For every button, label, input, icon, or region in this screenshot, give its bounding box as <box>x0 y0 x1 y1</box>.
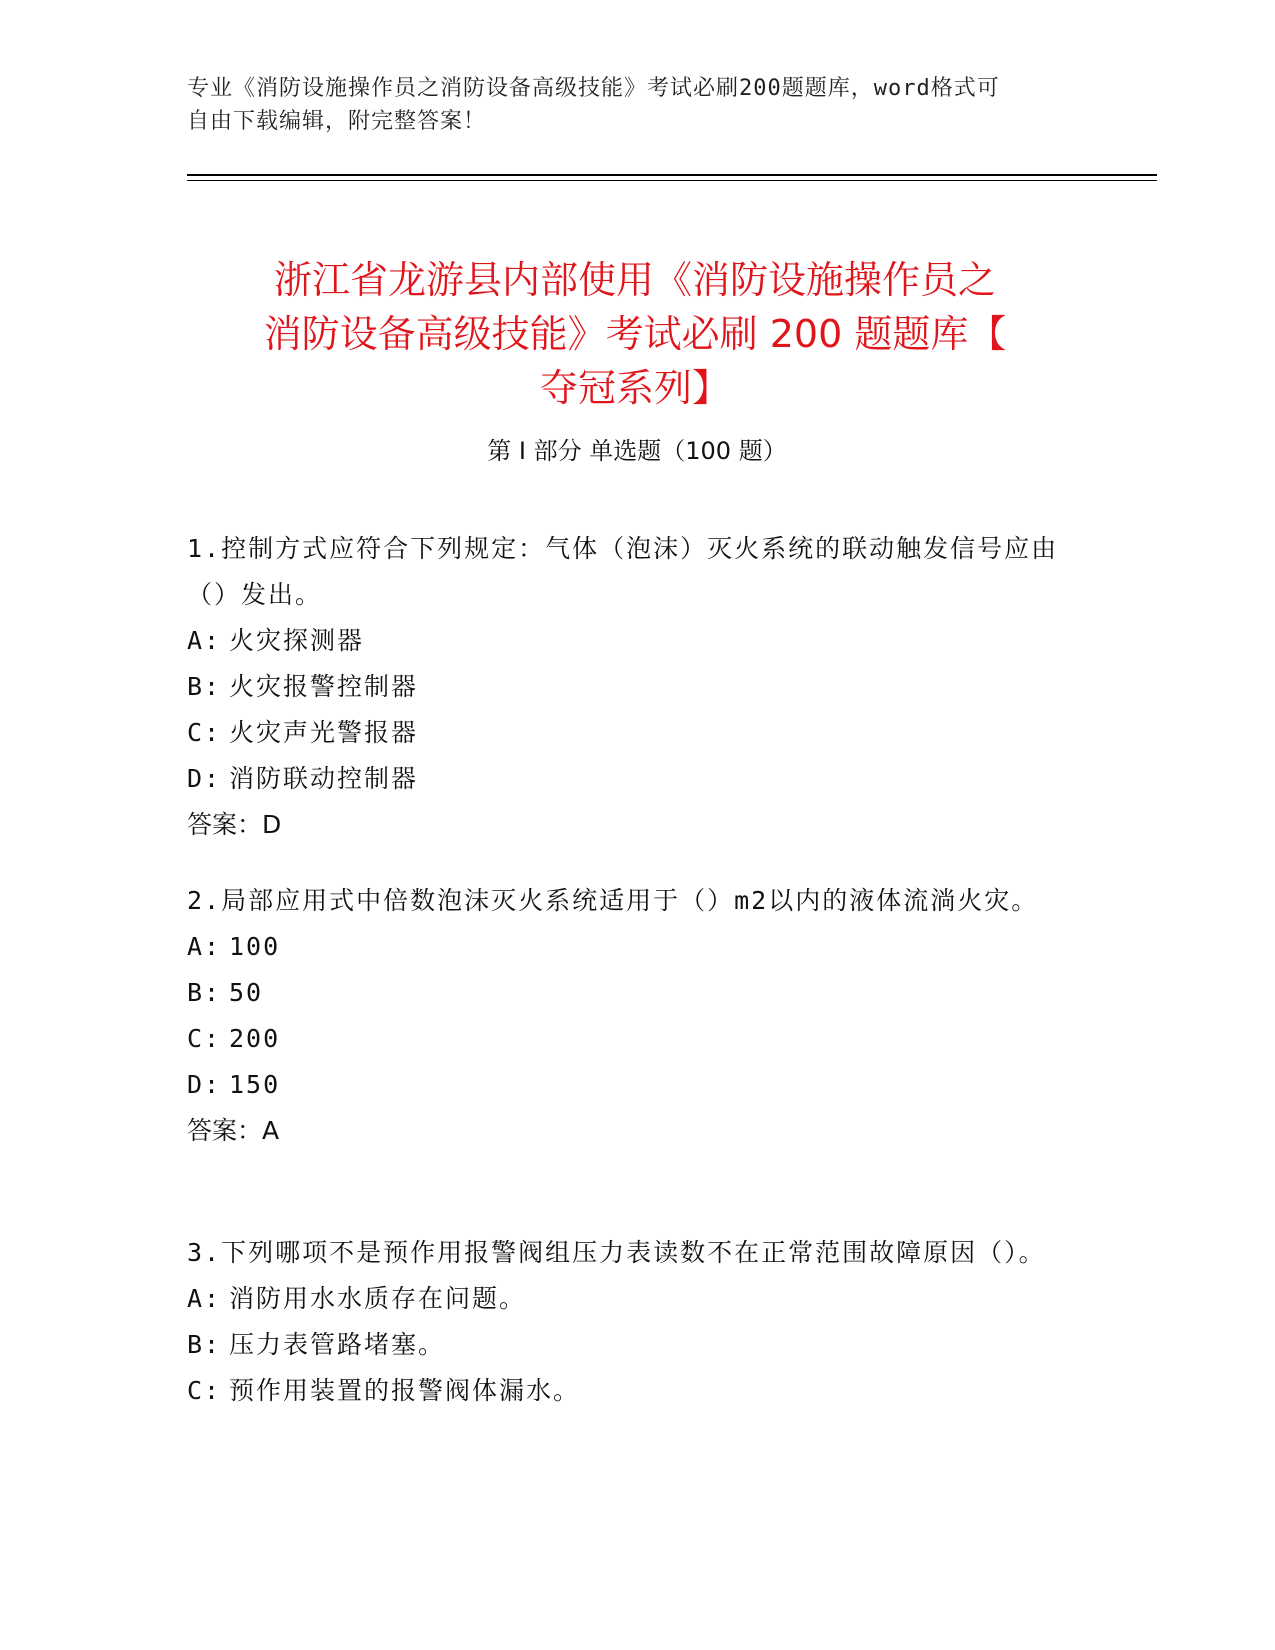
section-heading: 第 I 部分 单选题（100 题） <box>487 437 787 465</box>
option-c <box>187 710 1067 756</box>
document-title-line-2: 消防设备高级技能》考试必刷 200 题题库【 <box>263 312 1007 357</box>
option-text: 200 <box>229 1024 281 1053</box>
question-stem: 3.下列哪项不是预作用报警阀组压力表读数不在正常范围故障原因（）。 <box>187 1238 1046 1267</box>
option-letter: A: <box>187 1284 222 1313</box>
option-text: 100 <box>229 932 281 961</box>
question-stem: 1.控制方式应符合下列规定：气体（泡沫）灭火系统的联动触发信号应由（）发出。 <box>187 534 1059 609</box>
option-text: 消防用水水质存在问题。 <box>229 1284 527 1313</box>
option-a <box>187 618 1067 664</box>
option-letter: C: <box>187 1376 222 1405</box>
option-letter: A: <box>187 626 222 655</box>
option-text: 火灾报警控制器 <box>229 672 419 701</box>
option-text: 50 <box>229 978 264 1007</box>
option-text: 预作用装置的报警阀体漏水。 <box>229 1376 581 1405</box>
document-title-line-3: 夺冠系列】 <box>539 366 730 411</box>
question-3 <box>187 1230 1067 1414</box>
option-letter: D: <box>187 764 222 793</box>
document-title-line-1: 浙江省龙游县内部使用《消防设施操作员之 <box>273 258 996 303</box>
option-c <box>187 1368 1067 1414</box>
option-a <box>187 1276 1067 1322</box>
header-divider-thin <box>187 180 1157 181</box>
question-1 <box>187 526 1067 848</box>
answer-line: 答案：D <box>187 810 282 839</box>
option-text: 火灾声光警报器 <box>229 718 419 747</box>
option-letter: B: <box>187 1330 222 1359</box>
option-letter: C: <box>187 718 222 747</box>
option-d <box>187 1062 1067 1108</box>
option-letter: C: <box>187 1024 222 1053</box>
option-d <box>187 756 1067 802</box>
header-divider-thick <box>187 174 1157 176</box>
option-letter: D: <box>187 1070 222 1099</box>
option-text: 压力表管路堵塞。 <box>229 1330 446 1359</box>
question-stem: 2.局部应用式中倍数泡沫灭火系统适用于（）m2以内的液体流淌火灾。 <box>187 886 1039 915</box>
option-b <box>187 1322 1067 1368</box>
option-letter: B: <box>187 978 222 1007</box>
header-note-line-1: 专业《消防设施操作员之消防设备高级技能》考试必刷200题题库，word格式可 <box>187 76 1000 101</box>
answer-line: 答案：A <box>187 1116 280 1145</box>
header-note-line-2: 自由下载编辑，附完整答案！ <box>187 109 487 134</box>
option-b <box>187 664 1067 710</box>
option-a <box>187 924 1067 970</box>
option-letter: B: <box>187 672 222 701</box>
header-note <box>187 72 1087 138</box>
option-c <box>187 1016 1067 1062</box>
option-text: 消防联动控制器 <box>229 764 419 793</box>
option-text: 150 <box>229 1070 281 1099</box>
question-2 <box>187 878 1067 1154</box>
option-b <box>187 970 1067 1016</box>
option-letter: A: <box>187 932 222 961</box>
document-title <box>190 253 1080 415</box>
option-text: 火灾探测器 <box>229 626 365 655</box>
